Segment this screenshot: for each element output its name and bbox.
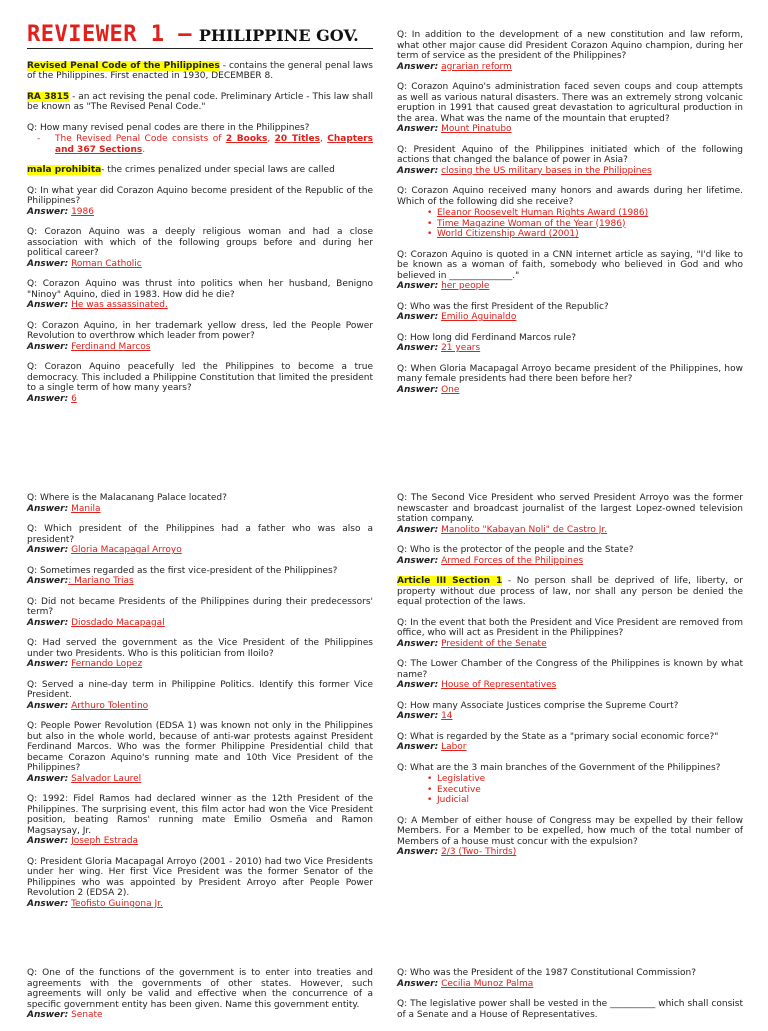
question-text: Q: What is regarded by the State as a "primary social economic force?" bbox=[397, 731, 719, 742]
answer-label: Answer: bbox=[27, 700, 69, 711]
answer-text: Arthuro Tolentino bbox=[71, 700, 149, 711]
answer-label: Answer: bbox=[27, 300, 69, 310]
question-text: Q: Served a nine-day term in Philippine Politics. Identify this former Vice President. bbox=[27, 679, 373, 700]
list-item bbox=[437, 795, 743, 806]
answer-line bbox=[397, 711, 743, 722]
answer-text: Senate bbox=[71, 1010, 103, 1020]
answer-label: Answer: bbox=[27, 1010, 69, 1020]
question-text: Q: The legislative power shall be vested in the __________ which shall consist of a Senate and a House of Representatives. bbox=[397, 999, 743, 1020]
answer-label: Answer: bbox=[27, 341, 69, 352]
answer-text: Cecilia Munoz Palma bbox=[441, 978, 534, 989]
question-text: Q: A Member of either house of Congress may be expelled by their fellow Members. For a Member to be expelled, how much of the total number of Members of a house must concur with the expulsion? bbox=[397, 815, 743, 847]
answer-text: Manila bbox=[71, 503, 101, 514]
question-text: Q: Who was the first President of the Republic? bbox=[397, 301, 609, 312]
answer-label: Answer: bbox=[27, 393, 69, 404]
separator: . bbox=[142, 144, 146, 155]
question-text: Q: Corazon Aquino was a deeply religious woman and had a close association with which of the following groups before and during her political career? bbox=[27, 227, 373, 258]
awards-list bbox=[397, 208, 743, 240]
question-text: Q: Who is the protector of the people and the State? bbox=[397, 545, 634, 555]
answer-line bbox=[27, 504, 373, 515]
question-text: Q: President Aquino of the Philippines initiated which of the following actions that changed the balance of power in Asia? bbox=[397, 144, 743, 165]
answer-line bbox=[397, 525, 743, 536]
definition-ra3815 bbox=[27, 92, 373, 113]
answer-line bbox=[27, 1010, 373, 1021]
question-text: Q: 1992: Fidel Ramos had declared winner as the 12th President of the Philippines. The surprising event, this film actor had won the Vice President position, beating Ramos' running mate Emilio Osmeña and Ramon Magsaysay, Jr. bbox=[27, 794, 373, 836]
answer-line bbox=[397, 312, 743, 323]
answer-line bbox=[397, 385, 743, 396]
answer-text: The Revised Penal Code consists of bbox=[55, 134, 226, 144]
qa-item bbox=[397, 250, 743, 292]
qa-item bbox=[27, 279, 373, 311]
answer-label: Answer: bbox=[27, 836, 69, 846]
qa-item bbox=[27, 680, 373, 712]
question-text: Q: When Gloria Macapagal Arroyo became president of the Philippines, how many female presidents had there been before her? bbox=[397, 363, 743, 384]
answer-line bbox=[397, 62, 743, 73]
qa-item bbox=[27, 721, 373, 784]
list-item bbox=[437, 774, 743, 785]
award-text: Time Magazine Woman of the Year (1986) bbox=[437, 218, 626, 229]
answer-line bbox=[397, 979, 743, 990]
question-text: Q: The Lower Chamber of the Congress of the Philippines is known by what name? bbox=[397, 659, 743, 680]
question-text: Q: In addition to the development of a new constitution and law reform, what other major cause did President Corazon Aquino champion, during her term of service as the president of the Philippines? bbox=[397, 30, 743, 61]
answer-text: House of Representatives bbox=[441, 680, 557, 690]
answer-line bbox=[397, 281, 743, 292]
qa-item bbox=[27, 186, 373, 218]
left-column-bottom bbox=[27, 968, 373, 1031]
definition-mala-prohibita bbox=[27, 165, 373, 176]
list-item bbox=[437, 229, 743, 240]
page-title bbox=[27, 22, 373, 49]
answer-label: Answer: bbox=[397, 847, 439, 857]
answer-text: 1986 bbox=[71, 206, 94, 217]
answer-text: 2/3 (Two- Thirds) bbox=[441, 847, 517, 857]
answer-text: 21 years bbox=[441, 343, 481, 353]
question-text: Q: Corazon Aquino peacefully led the Philippines to become a true democracy. This included a Philippine Constitution that limited the president to a single term of how many years? bbox=[27, 362, 373, 393]
answer-line bbox=[27, 300, 373, 311]
question-text: Q: Which president of the Philippines had a father who was also a president? bbox=[27, 524, 373, 545]
answer-line bbox=[27, 618, 373, 629]
qa-item bbox=[397, 333, 743, 354]
answer-titles: 20 Titles bbox=[274, 134, 320, 144]
right-column-top bbox=[397, 30, 743, 405]
answer-line bbox=[397, 680, 743, 691]
title-sub: PHILIPPINE GOV. bbox=[198, 26, 359, 45]
answer-text: Mount Pinatubo bbox=[441, 124, 512, 134]
answer-label: Answer: bbox=[27, 898, 69, 909]
answer-text: One bbox=[441, 384, 460, 395]
qa-item bbox=[397, 968, 743, 989]
qa-item bbox=[397, 816, 743, 858]
answer-label: Answer: bbox=[397, 711, 439, 721]
answer-label: Answer: bbox=[397, 638, 439, 649]
answer-chapters: Chapters and 367 Sections bbox=[55, 134, 373, 155]
answer-text: 14 bbox=[441, 711, 453, 721]
qa-item bbox=[397, 999, 743, 1020]
answer-text: closing the US military bases in the Philippines bbox=[441, 165, 652, 176]
answer-line bbox=[397, 742, 743, 753]
answer-line bbox=[27, 545, 373, 556]
qa-item bbox=[27, 123, 373, 156]
answer-line bbox=[27, 659, 373, 670]
separator: , bbox=[319, 134, 328, 144]
definition-penal-code bbox=[27, 61, 373, 82]
left-column-middle bbox=[27, 493, 373, 919]
answer-text: agrarian reform bbox=[441, 61, 512, 72]
question-text: Q: Corazon Aquino received many honors and awards during her lifetime. Which of the following did she receive? bbox=[397, 186, 743, 207]
answer-line bbox=[27, 342, 373, 353]
definition-text: - the crimes penalized under special laws are called bbox=[101, 165, 335, 175]
answer-line bbox=[397, 847, 743, 858]
term-highlight: Article III Section 1 bbox=[397, 576, 503, 586]
question-text: Q: What are the 3 main branches of the Government of the Philippines? bbox=[397, 762, 721, 773]
definition-article-iii bbox=[397, 576, 743, 608]
answer-label: Answer: bbox=[27, 659, 69, 669]
answer-text: Teofisto Guingona Jr. bbox=[71, 898, 163, 909]
qa-item bbox=[397, 30, 743, 72]
question-text: Q: One of the functions of the government is to enter into treaties and agreements with the governments of other states. However, such agreements will only be valid and effective when the concurrence of a specific government entity has been given. Name this government entity. bbox=[27, 968, 373, 1010]
answer-label: Answer: bbox=[27, 773, 69, 784]
question-text: Q: How long did Ferdinand Marcos rule? bbox=[397, 332, 577, 343]
branch-text: Executive bbox=[437, 784, 481, 795]
question-text: Q: Who was the President of the 1987 Constitutional Commission? bbox=[397, 968, 697, 978]
qa-item bbox=[397, 618, 743, 650]
answer-line bbox=[397, 166, 743, 177]
right-column-middle bbox=[397, 493, 743, 868]
answer-text: He was assassinated. bbox=[71, 300, 168, 310]
answer-text: Fernando Lopez bbox=[71, 659, 143, 669]
qa-item bbox=[27, 597, 373, 629]
answer-text: Salvador Laurel bbox=[71, 773, 142, 784]
answer-label: Answer: bbox=[397, 61, 439, 72]
right-column-bottom bbox=[397, 968, 743, 1030]
qa-item bbox=[27, 362, 373, 404]
qa-item bbox=[397, 732, 743, 753]
qa-item bbox=[27, 524, 373, 556]
title-main: REVIEWER 1 – bbox=[27, 22, 192, 47]
answer-label: Answer: bbox=[397, 312, 439, 322]
qa-item bbox=[27, 857, 373, 910]
award-text: Eleanor Roosevelt Human Rights Award (1986) bbox=[437, 208, 649, 218]
question-text: Q: The Second Vice President who served President Arroyo was the former newscaster and broadcast journalist of the largest Lopez-owned television station company. bbox=[397, 493, 743, 524]
answer-text: Roman Catholic bbox=[71, 258, 142, 269]
answer-text: Joseph Estrada bbox=[71, 836, 139, 846]
answer-text: Manolito "Kabayan Noli" de Castro Jr. bbox=[441, 524, 608, 535]
answer-text: Diosdado Macapagal bbox=[71, 617, 165, 628]
qa-item bbox=[27, 794, 373, 847]
question-text: Q: Corazon Aquino, in her trademark yellow dress, led the People Power Revolution to overthrow which leader from power? bbox=[27, 320, 373, 341]
left-column-top bbox=[27, 22, 373, 414]
qa-item bbox=[397, 763, 743, 806]
answer-label: Answer: bbox=[397, 680, 439, 690]
list-item bbox=[437, 219, 743, 230]
qa-item bbox=[27, 968, 373, 1021]
qa-item bbox=[397, 701, 743, 722]
branch-text: Legislative bbox=[437, 774, 486, 784]
question-text: Q: Corazon Aquino's administration faced seven coups and coup attempts as well as various natural disasters. There was an extremely strong volcanic eruption in 1991 that caused great devastation to agricultural production in the area. What was the name of the mountain that erupted? bbox=[397, 82, 743, 124]
question-text: Q: Did not became Presidents of the Philippines during their predecessors' term? bbox=[27, 596, 373, 617]
answer-text: her people bbox=[441, 281, 490, 291]
answer-line bbox=[397, 556, 743, 567]
qa-item bbox=[397, 145, 743, 177]
qa-item bbox=[397, 545, 743, 566]
list-item bbox=[37, 134, 373, 155]
answer-list bbox=[27, 134, 373, 155]
question-text: Q: People Power Revolution (EDSA 1) was known not only in the Philippines but also in the whole world, because of anti-war protests against President Ferdinand Marcos. Who was the former Philippine Presidential child that became Corazon Aquino's running mate and 10th Vice President of the Philippines? bbox=[27, 721, 373, 773]
qa-item bbox=[27, 493, 373, 514]
qa-item bbox=[397, 659, 743, 691]
answer-label: Answer: bbox=[397, 343, 439, 353]
question-text: Q: In what year did Corazon Aquino become president of the Republic of the Philippines? bbox=[27, 185, 373, 206]
question-text: Q: Sometimes regarded as the first vice-president of the Philippines? bbox=[27, 565, 338, 576]
answer-line bbox=[27, 774, 373, 785]
term-highlight: mala prohibita bbox=[27, 165, 102, 175]
definition-text: - an act revising the penal code. Preliminary Article - This law shall be known as "The Revised Penal Code." bbox=[27, 91, 373, 112]
answer-text: Labor bbox=[441, 742, 467, 752]
answer-line bbox=[27, 259, 373, 270]
answer-label: Answer: bbox=[397, 384, 439, 395]
qa-item bbox=[397, 302, 743, 323]
question-text: Q: Corazon Aquino was thrust into politics when her husband, Benigno "Ninoy" Aquino, died in 1983. How did he die? bbox=[27, 279, 373, 300]
answer-label: Answer: bbox=[27, 617, 69, 628]
qa-item bbox=[397, 82, 743, 135]
qa-item bbox=[27, 638, 373, 670]
answer-line bbox=[397, 124, 743, 135]
question-text: Q: In the event that both the President and Vice President are removed from office, who will act as President in the Philippines? bbox=[397, 617, 743, 638]
answer-line bbox=[27, 207, 373, 218]
branches-list bbox=[397, 774, 743, 806]
list-item bbox=[437, 208, 743, 219]
answer-line bbox=[27, 701, 373, 712]
separator: , bbox=[267, 134, 275, 144]
answer-text: Gloria Macapagal Arroyo bbox=[71, 545, 182, 555]
qa-item bbox=[397, 364, 743, 396]
question-text: Q: How many Associate Justices comprise the Supreme Court? bbox=[397, 700, 679, 711]
question-text: Q: President Gloria Macapagal Arroyo (2001 - 2010) had two Vice Presidents under her wing. Her first Vice President was the former Senator of the Philippines who was appointed by President Arroyo after People Power Revolution 2 (EDSA 2). bbox=[27, 856, 373, 898]
qa-item bbox=[27, 566, 373, 587]
answer-label: Answer: bbox=[397, 555, 439, 566]
answer-line bbox=[27, 394, 373, 405]
answer-text: President of the Senate bbox=[441, 638, 547, 649]
answer-label: Answer: bbox=[397, 524, 439, 535]
answer-books: 2 Books bbox=[225, 134, 268, 144]
answer-label: Answer: bbox=[27, 545, 69, 555]
answer-line bbox=[27, 836, 373, 847]
definition-text: - contains the general penal laws of the Philippines. First enacted in 1930, DECEMBER 8. bbox=[27, 60, 373, 81]
answer-label: Answer: bbox=[27, 576, 69, 586]
list-item bbox=[437, 785, 743, 796]
answer-line bbox=[27, 576, 373, 587]
question-text: Q: Had served the government as the Vice President of the Philippines under two Presidents. Who is this politician from Iloilo? bbox=[27, 638, 373, 659]
term-highlight: Revised Penal Code of the Philippines bbox=[27, 60, 220, 71]
award-text: World Citizenship Award (2001) bbox=[437, 229, 579, 239]
answer-label: Answer: bbox=[27, 258, 69, 269]
answer-line bbox=[397, 639, 743, 650]
qa-item bbox=[397, 186, 743, 240]
answer-text: Emilio Aguinaldo bbox=[441, 312, 517, 322]
term-highlight: RA 3815 bbox=[27, 91, 70, 102]
branch-text: Judicial bbox=[437, 795, 470, 805]
answer-label: Answer: bbox=[397, 978, 439, 989]
answer-text: : Mariano Trias bbox=[68, 576, 134, 586]
qa-item bbox=[27, 227, 373, 269]
answer-text: Armed Forces of the Philippines bbox=[441, 555, 584, 566]
question-text: Q: How many revised penal codes are there in the Philippines? bbox=[27, 122, 310, 133]
answer-line bbox=[27, 899, 373, 910]
answer-label: Answer: bbox=[27, 206, 69, 217]
answer-label: Answer: bbox=[397, 742, 439, 752]
answer-text: Ferdinand Marcos bbox=[71, 341, 151, 352]
answer-label: Answer: bbox=[397, 165, 439, 176]
definition-text: - No person shall be deprived of life, liberty, or property without due process of law, nor shall any person be denied the equal protection of the laws. bbox=[397, 576, 744, 607]
answer-label: Answer: bbox=[397, 281, 439, 291]
answer-line bbox=[397, 343, 743, 354]
question-text: Q: Where is the Malacanang Palace located? bbox=[27, 493, 227, 503]
answer-text: 6 bbox=[71, 393, 77, 404]
qa-item bbox=[27, 321, 373, 353]
question-text: Q: Corazon Aquino is quoted in a CNN internet article as saying, "I'd like to be known as a woman of faith, somebody who believed in God and who believed in ______________." bbox=[397, 249, 743, 281]
qa-item bbox=[397, 493, 743, 535]
answer-label: Answer: bbox=[27, 503, 69, 514]
answer-label: Answer: bbox=[397, 124, 439, 134]
